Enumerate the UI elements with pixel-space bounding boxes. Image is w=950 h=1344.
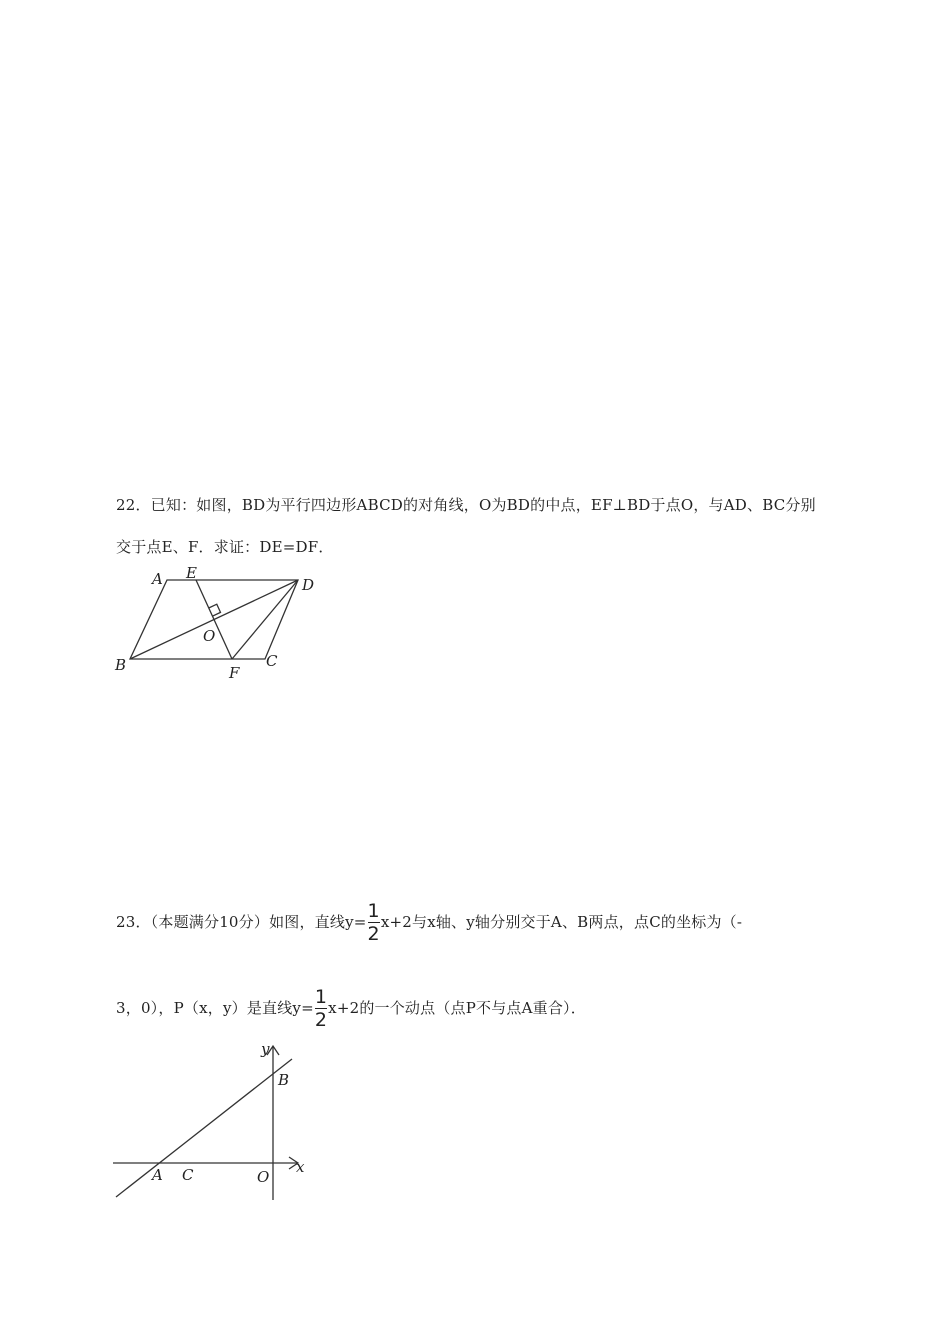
q22-text-line2: 交于点E、F．求证：DE=DF． <box>116 538 334 556</box>
q23-line2-part2: x+2的一个动点（点P不与点A重合）． <box>328 999 586 1017</box>
label-b: B <box>115 656 127 674</box>
label-o-axis: O <box>257 1168 270 1186</box>
label-e: E <box>186 564 197 582</box>
label-a: A <box>152 570 163 588</box>
label-o: O <box>203 627 216 645</box>
label-x: x <box>296 1158 305 1176</box>
q23-line1-part1: 23．（本题满分10分）如图，直线y= <box>116 913 367 931</box>
label-b-axis: B <box>278 1071 290 1089</box>
fraction-numerator-2: 1 <box>314 986 328 1008</box>
fraction-denominator: 2 <box>367 923 380 945</box>
label-a-axis: A <box>152 1166 163 1184</box>
fraction-denominator-2: 2 <box>314 1009 328 1031</box>
fraction-numerator: 1 <box>367 900 380 922</box>
label-c: C <box>266 652 278 670</box>
q23-line1-part2: x+2与x轴、y轴分别交于A、B两点，点C的坐标为（- <box>380 913 743 931</box>
q22-text-line1: 22．已知：如图，BD为平行四边形ABCD的对角线，O为BD的中点，EF⊥BD于点O，与AD、BC分别 <box>116 496 816 514</box>
q23-line2-part1: 3，0），P（x，y）是直线y= <box>116 999 314 1017</box>
label-f: F <box>229 664 240 682</box>
label-c-axis: C <box>182 1166 194 1184</box>
label-d: D <box>302 576 315 594</box>
label-y: y <box>261 1040 270 1058</box>
